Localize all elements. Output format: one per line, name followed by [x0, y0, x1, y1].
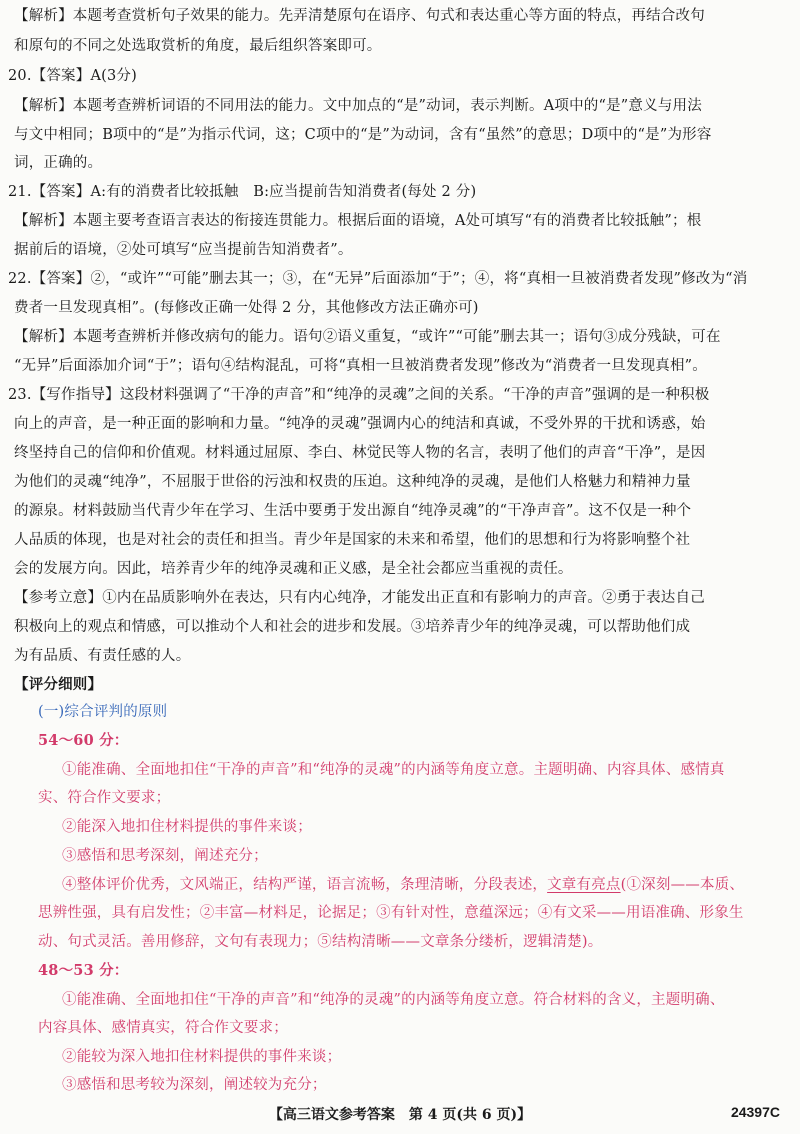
q23-guide-line-6: 人品质的体现，也是对社会的责任和担当。青少年是国家的未来和希望，他们的思想和行为将影响整个社 — [14, 532, 691, 548]
band1-line-1: ①能准确、全面地扣住“干净的声音”和“纯净的灵魂”的内涵等角度立意。主题明确、内容具体、感情真 — [62, 762, 725, 778]
band2-line-2: 内容具体、感情真实，符合作文要求； — [38, 1020, 288, 1036]
q20-analysis-line-3: 词，正确的。 — [14, 155, 103, 171]
band1-line-6: 思辨性强，具有启发性；②丰富—材料足，论据足；③有针对性，意蕴深远；④有文采——用语准确、形象生 — [38, 905, 744, 921]
q23-guide-line-4: 为他们的灵魂“纯净”，不屈服于世俗的污浊和权贵的压迫。这种纯净的灵魂，是他们人格魅力和精神力量 — [14, 474, 691, 490]
rubric-section-title: (一)综合评判的原则 — [38, 704, 168, 720]
q19-analysis-line-2: 和原句的不同之处选取赏析的角度，最后组织答案即可。 — [14, 38, 382, 54]
q20-analysis-line-1: 【解析】本题考查辨析词语的不同用法的能力。文中加点的“是”动词，表示判断。A项中的“是”意义与用法 — [14, 98, 702, 114]
band1-line-5 — [62, 875, 744, 895]
q22-analysis-line-1: 【解析】本题考查辨析并修改病句的能力。语句②语义重复，“或许”“可能”删去其一；语句③成分残缺，可在 — [14, 329, 721, 345]
q19-analysis-line-1: 【解析】本题考查赏析句子效果的能力。先弄清楚原句在语序、句式和表达重心等方面的特点，再结合改句 — [14, 8, 705, 24]
q21-answer: 21.【答案】A:有的消费者比较抵触 B:应当提前告知消费者(每处 2 分) — [8, 184, 477, 200]
band1-line-4: ③感悟和思考深刻，阐述充分； — [62, 848, 268, 864]
band1-label: 54～60 分： — [38, 732, 129, 749]
band2-line-4: ③感悟和思考较为深刻，阐述较为充分； — [62, 1077, 327, 1093]
q22-answer-line-1: 22.【答案】②，“或许”“可能”删去其一；③，在“无异”后面添加“于”；④，将“真相一旦被消费者发现”修改为“消 — [8, 271, 748, 287]
q22-analysis-line-2: “无异”后面添加介词“于”；语句④结构混乱，可将“真相一旦被消费者发现”修改为“消费者一旦发现真相”。 — [14, 358, 707, 374]
band1-line-5-end: (①深刻——本质、 — [620, 877, 745, 893]
band1-highlight: 文章有亮点 — [547, 877, 621, 893]
band2-label: 48～53 分： — [38, 962, 129, 979]
band1-line-7: 动、句式灵活。善用修辞，文句有表现力；⑤结构清晰——文章条分缕析，逻辑清楚)。 — [38, 934, 603, 950]
band2-line-3: ②能较为深入地扣住材料提供的事件来谈； — [62, 1049, 342, 1065]
rubric-title: 【评分细则】 — [14, 676, 103, 693]
q23-guide-line-7: 会的发展方向。因此，培养青少年的纯净灵魂和正义感，是全社会都应当重视的责任。 — [14, 561, 573, 577]
document-code: 24397C — [730, 1104, 780, 1120]
q23-guide-line-5: 的源泉。材料鼓励当代青少年在学习、生活中要勇于发出源自“纯净灵魂”的“干净声音”。这不仅是一种个 — [14, 503, 692, 519]
q23-ref-line-3: 为有品质、有责任感的人。 — [14, 648, 191, 664]
q20-analysis-line-2: 与文中相同；B项中的“是”为指示代词，这；C项中的“是”为动词，含有“虽然”的意思；D项中的“是”为形容 — [14, 127, 712, 143]
q23-guide-line-1: 23.【写作指导】这段材料强调了“干净的声音”和“纯净的灵魂”之间的关系。“干净的声音”强调的是一种积极 — [8, 387, 710, 403]
band2-line-1: ①能准确、全面地扣住“干净的声音”和“纯净的灵魂”的内涵等角度立意。符合材料的含义，主题明确、 — [62, 992, 725, 1008]
q23-ref-line-1: 【参考立意】①内在品质影响外在表达，只有内心纯净，才能发出正直和有影响力的声音。②勇于表达自己 — [14, 590, 705, 606]
q21-analysis-line-2: 据前后的语境，②处可填写“应当提前告知消费者”。 — [14, 242, 353, 258]
band1-line-5-start: ④整体评价优秀，文风端正，结构严谨，语言流畅，条理清晰，分段表述， — [62, 877, 548, 893]
q23-ref-line-2: 积极向上的观点和情感，可以推动个人和社会的进步和发展。③培养青少年的纯净灵魂，可以帮助他们成 — [14, 619, 691, 635]
band1-line-2: 实、符合作文要求； — [38, 790, 171, 806]
q23-guide-line-2: 向上的声音，是一种正面的影响和力量。“纯净的灵魂”强调内心的纯洁和真诚，不受外界的干扰和诱惑，始 — [14, 416, 706, 432]
q23-guide-line-3: 终坚持自己的信仰和价值观。材料通过屈原、李白、林觉民等人物的名言，表明了他们的声音“干净”，是因 — [14, 445, 706, 461]
q22-answer-line-2: 费者一旦发现真相”。(每修改正确一处得 2 分，其他修改方法正确亦可) — [14, 300, 479, 316]
q20-answer: 20.【答案】A(3分) — [8, 68, 137, 84]
page-footer: 【高三语文参考答案 第 4 页(共 6 页)】 — [268, 1107, 532, 1123]
q21-analysis-line-1: 【解析】本题主要考查语言表达的衔接连贯能力。根据后面的语境，A处可填写“有的消费者比较抵触”；根 — [14, 213, 702, 229]
band1-line-3: ②能深入地扣住材料提供的事件来谈； — [62, 819, 312, 835]
